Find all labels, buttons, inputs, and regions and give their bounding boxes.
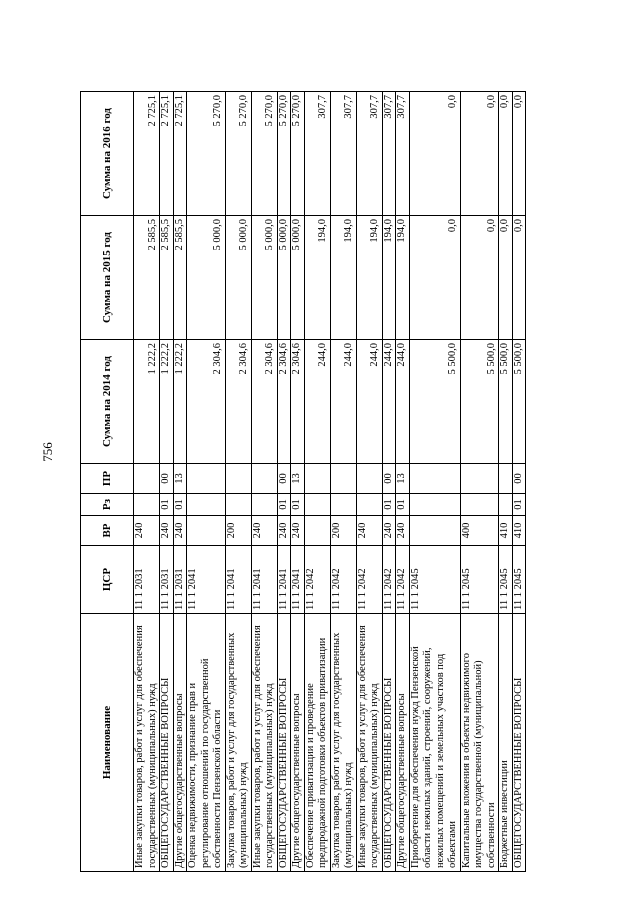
- cell-name: Приобретение для обеспечения нужд Пензенской области нежилых зданий, строений, сооружений, нежилых помещений и земельных участков под объектами: [409, 614, 460, 872]
- cell-sum-2015: 5 000,0: [251, 216, 277, 340]
- cell-sum-2016: 5 270,0: [291, 92, 305, 216]
- cell-sum-2015: 2 585,5: [173, 216, 187, 340]
- cell-name: Иные закупки товаров, работ и услуг для обеспечения государственных (муниципальных) нужд: [356, 614, 382, 872]
- cell-name: Иные закупки товаров, работ и услуг для обеспечения государственных (муниципальных) нужд: [251, 614, 277, 872]
- cell-sum-2014: 2 304,6: [277, 340, 291, 464]
- cell-csr: 11 1 2031: [173, 546, 187, 614]
- cell-csr: 11 1 2045: [512, 546, 526, 614]
- cell-pr: [499, 464, 513, 494]
- table-row: [277, 92, 291, 872]
- cell-csr: 11 1 2031: [160, 546, 174, 614]
- cell-vr: 240: [356, 516, 382, 546]
- cell-rz: [409, 494, 460, 516]
- cell-sum-2016: 2 725,1: [173, 92, 187, 216]
- cell-rz: 01: [277, 494, 291, 516]
- cell-vr: 240: [277, 516, 291, 546]
- cell-sum-2016: 307,7: [396, 92, 410, 216]
- cell-sum-2014: 2 304,6: [225, 340, 251, 464]
- table-row: [251, 92, 277, 872]
- cell-sum-2014: 5 500,0: [409, 340, 460, 464]
- cell-name: ОБЩЕГОСУДАРСТВЕННЫЕ ВОПРОСЫ: [382, 614, 396, 872]
- cell-sum-2016: 307,7: [304, 92, 330, 216]
- cell-name: Иные закупки товаров, работ и услуг для обеспечения государственных (муниципальных) нужд: [134, 614, 160, 872]
- cell-sum-2015: 0,0: [499, 216, 513, 340]
- cell-rz: 01: [173, 494, 187, 516]
- cell-sum-2014: 244,0: [330, 340, 356, 464]
- cell-name: Закупка товаров, работ и услуг для государственных (муниципальных) нужд: [330, 614, 356, 872]
- cell-sum-2015: 0,0: [512, 216, 526, 340]
- cell-sum-2015: 194,0: [396, 216, 410, 340]
- cell-vr: [409, 516, 460, 546]
- cell-sum-2014: 1 222,2: [173, 340, 187, 464]
- cell-name: Другие общегосударственные вопросы: [396, 614, 410, 872]
- cell-name: ОБЩЕГОСУДАРСТВЕННЫЕ ВОПРОСЫ: [277, 614, 291, 872]
- cell-rz: [134, 494, 160, 516]
- cell-rz: 01: [396, 494, 410, 516]
- cell-sum-2016: 0,0: [460, 92, 499, 216]
- header-sum-2014: Сумма на 2014 год: [81, 340, 134, 464]
- cell-name: Другие общегосударственные вопросы: [291, 614, 305, 872]
- cell-sum-2014: 5 500,0: [460, 340, 499, 464]
- header-pr: ПР: [81, 464, 134, 494]
- table-body: [134, 92, 526, 872]
- cell-pr: 00: [160, 464, 174, 494]
- cell-rz: 01: [160, 494, 174, 516]
- cell-csr: 11 1 2042: [356, 546, 382, 614]
- cell-csr: 11 1 2042: [382, 546, 396, 614]
- cell-sum-2014: 244,0: [382, 340, 396, 464]
- cell-sum-2015: 5 000,0: [291, 216, 305, 340]
- cell-csr: 11 1 2041: [277, 546, 291, 614]
- cell-name: Другие общегосударственные вопросы: [173, 614, 187, 872]
- cell-pr: [187, 464, 226, 494]
- cell-rz: [304, 494, 330, 516]
- cell-vr: 240: [396, 516, 410, 546]
- cell-rz: [356, 494, 382, 516]
- cell-vr: 200: [225, 516, 251, 546]
- cell-name: ОБЩЕГОСУДАРСТВЕННЫЕ ВОПРОСЫ: [512, 614, 526, 872]
- table-row: [291, 92, 305, 872]
- cell-pr: [460, 464, 499, 494]
- cell-sum-2014: 5 500,0: [512, 340, 526, 464]
- cell-sum-2014: 244,0: [396, 340, 410, 464]
- page-number: 756: [40, 442, 55, 462]
- table-row: [134, 92, 160, 872]
- cell-pr: 13: [173, 464, 187, 494]
- table-row: [382, 92, 396, 872]
- table-row: [356, 92, 382, 872]
- cell-name: Капитальные вложения в объекты недвижимого имущества государственной (муниципальной) собственности: [460, 614, 499, 872]
- cell-rz: 01: [512, 494, 526, 516]
- cell-sum-2014: 5 500,0: [499, 340, 513, 464]
- cell-sum-2016: 5 270,0: [277, 92, 291, 216]
- table-row: [304, 92, 330, 872]
- cell-rz: [499, 494, 513, 516]
- cell-rz: [460, 494, 499, 516]
- cell-pr: [134, 464, 160, 494]
- cell-csr: 11 1 2045: [409, 546, 460, 614]
- cell-vr: 200: [330, 516, 356, 546]
- cell-pr: [225, 464, 251, 494]
- header-rz: Рз: [81, 494, 134, 516]
- cell-sum-2016: 2 725,1: [134, 92, 160, 216]
- header-row: [81, 92, 134, 872]
- budget-table-container: [80, 92, 570, 872]
- table-row: [396, 92, 410, 872]
- cell-name: Закупка товаров, работ и услуг для государственных (муниципальных) нужд: [225, 614, 251, 872]
- cell-sum-2016: 0,0: [512, 92, 526, 216]
- cell-csr: 11 1 2041: [187, 546, 226, 614]
- cell-vr: 240: [160, 516, 174, 546]
- cell-sum-2016: 307,7: [330, 92, 356, 216]
- cell-pr: [330, 464, 356, 494]
- cell-pr: [356, 464, 382, 494]
- cell-sum-2015: 0,0: [409, 216, 460, 340]
- cell-pr: 00: [512, 464, 526, 494]
- cell-vr: 240: [291, 516, 305, 546]
- cell-vr: 240: [134, 516, 160, 546]
- cell-sum-2015: 194,0: [330, 216, 356, 340]
- cell-pr: 00: [277, 464, 291, 494]
- cell-sum-2015: 2 585,5: [160, 216, 174, 340]
- cell-pr: 13: [396, 464, 410, 494]
- cell-sum-2015: 194,0: [304, 216, 330, 340]
- table-row: [512, 92, 526, 872]
- cell-sum-2014: 1 222,2: [160, 340, 174, 464]
- header-sum-2016: Сумма на 2016 год: [81, 92, 134, 216]
- table-row: [173, 92, 187, 872]
- header-vr: ВР: [81, 516, 134, 546]
- cell-csr: 11 1 2041: [291, 546, 305, 614]
- cell-pr: 00: [382, 464, 396, 494]
- cell-vr: 400: [460, 516, 499, 546]
- cell-sum-2016: 307,7: [382, 92, 396, 216]
- cell-name: Бюджетные инвестиции: [499, 614, 513, 872]
- cell-vr: [187, 516, 226, 546]
- cell-sum-2014: 2 304,6: [187, 340, 226, 464]
- cell-pr: [409, 464, 460, 494]
- cell-sum-2015: 0,0: [460, 216, 499, 340]
- cell-sum-2016: 2 725,1: [160, 92, 174, 216]
- cell-sum-2015: 2 585,5: [134, 216, 160, 340]
- cell-sum-2015: 5 000,0: [225, 216, 251, 340]
- cell-vr: 410: [512, 516, 526, 546]
- cell-csr: 11 1 2042: [304, 546, 330, 614]
- cell-vr: 240: [251, 516, 277, 546]
- cell-sum-2016: 0,0: [409, 92, 460, 216]
- header-name: Наименование: [81, 614, 134, 872]
- cell-sum-2016: 307,7: [356, 92, 382, 216]
- cell-sum-2016: 5 270,0: [225, 92, 251, 216]
- cell-sum-2015: 5 000,0: [277, 216, 291, 340]
- table-row: [330, 92, 356, 872]
- cell-sum-2015: 194,0: [382, 216, 396, 340]
- cell-sum-2014: 1 222,2: [134, 340, 160, 464]
- cell-pr: 13: [291, 464, 305, 494]
- cell-sum-2015: 194,0: [356, 216, 382, 340]
- cell-rz: 01: [382, 494, 396, 516]
- budget-table: [80, 91, 526, 872]
- cell-vr: 240: [173, 516, 187, 546]
- cell-csr: 11 1 2042: [330, 546, 356, 614]
- table-row: [160, 92, 174, 872]
- cell-sum-2016: 5 270,0: [187, 92, 226, 216]
- cell-csr: 11 1 2031: [134, 546, 160, 614]
- cell-pr: [251, 464, 277, 494]
- cell-sum-2016: 5 270,0: [251, 92, 277, 216]
- table-row: [187, 92, 226, 872]
- cell-vr: 410: [499, 516, 513, 546]
- table-row: [460, 92, 499, 872]
- cell-csr: 11 1 2041: [251, 546, 277, 614]
- cell-vr: [304, 516, 330, 546]
- header-sum-2015: Сумма на 2015 год: [81, 216, 134, 340]
- table-row: [499, 92, 513, 872]
- cell-csr: 11 1 2045: [499, 546, 513, 614]
- cell-csr: 11 1 2041: [225, 546, 251, 614]
- cell-rz: [225, 494, 251, 516]
- cell-name: ОБЩЕГОСУДАРСТВЕННЫЕ ВОПРОСЫ: [160, 614, 174, 872]
- cell-sum-2014: 2 304,6: [291, 340, 305, 464]
- cell-rz: [251, 494, 277, 516]
- cell-csr: 11 1 2042: [396, 546, 410, 614]
- cell-sum-2014: 244,0: [304, 340, 330, 464]
- cell-rz: 01: [291, 494, 305, 516]
- cell-rz: [187, 494, 226, 516]
- table-row: [409, 92, 460, 872]
- cell-vr: 240: [382, 516, 396, 546]
- cell-name: Обеспечение приватизации и проведение предпродажной подготовки объектов приватизации: [304, 614, 330, 872]
- cell-csr: 11 1 2045: [460, 546, 499, 614]
- cell-sum-2014: 2 304,6: [251, 340, 277, 464]
- cell-sum-2016: 0,0: [499, 92, 513, 216]
- cell-sum-2014: 244,0: [356, 340, 382, 464]
- table-row: [225, 92, 251, 872]
- cell-name: Оценка недвижимости, признание прав и регулирование отношений по государственной собственности Пензенской области: [187, 614, 226, 872]
- cell-sum-2015: 5 000,0: [187, 216, 226, 340]
- header-csr: ЦСР: [81, 546, 134, 614]
- cell-rz: [330, 494, 356, 516]
- cell-pr: [304, 464, 330, 494]
